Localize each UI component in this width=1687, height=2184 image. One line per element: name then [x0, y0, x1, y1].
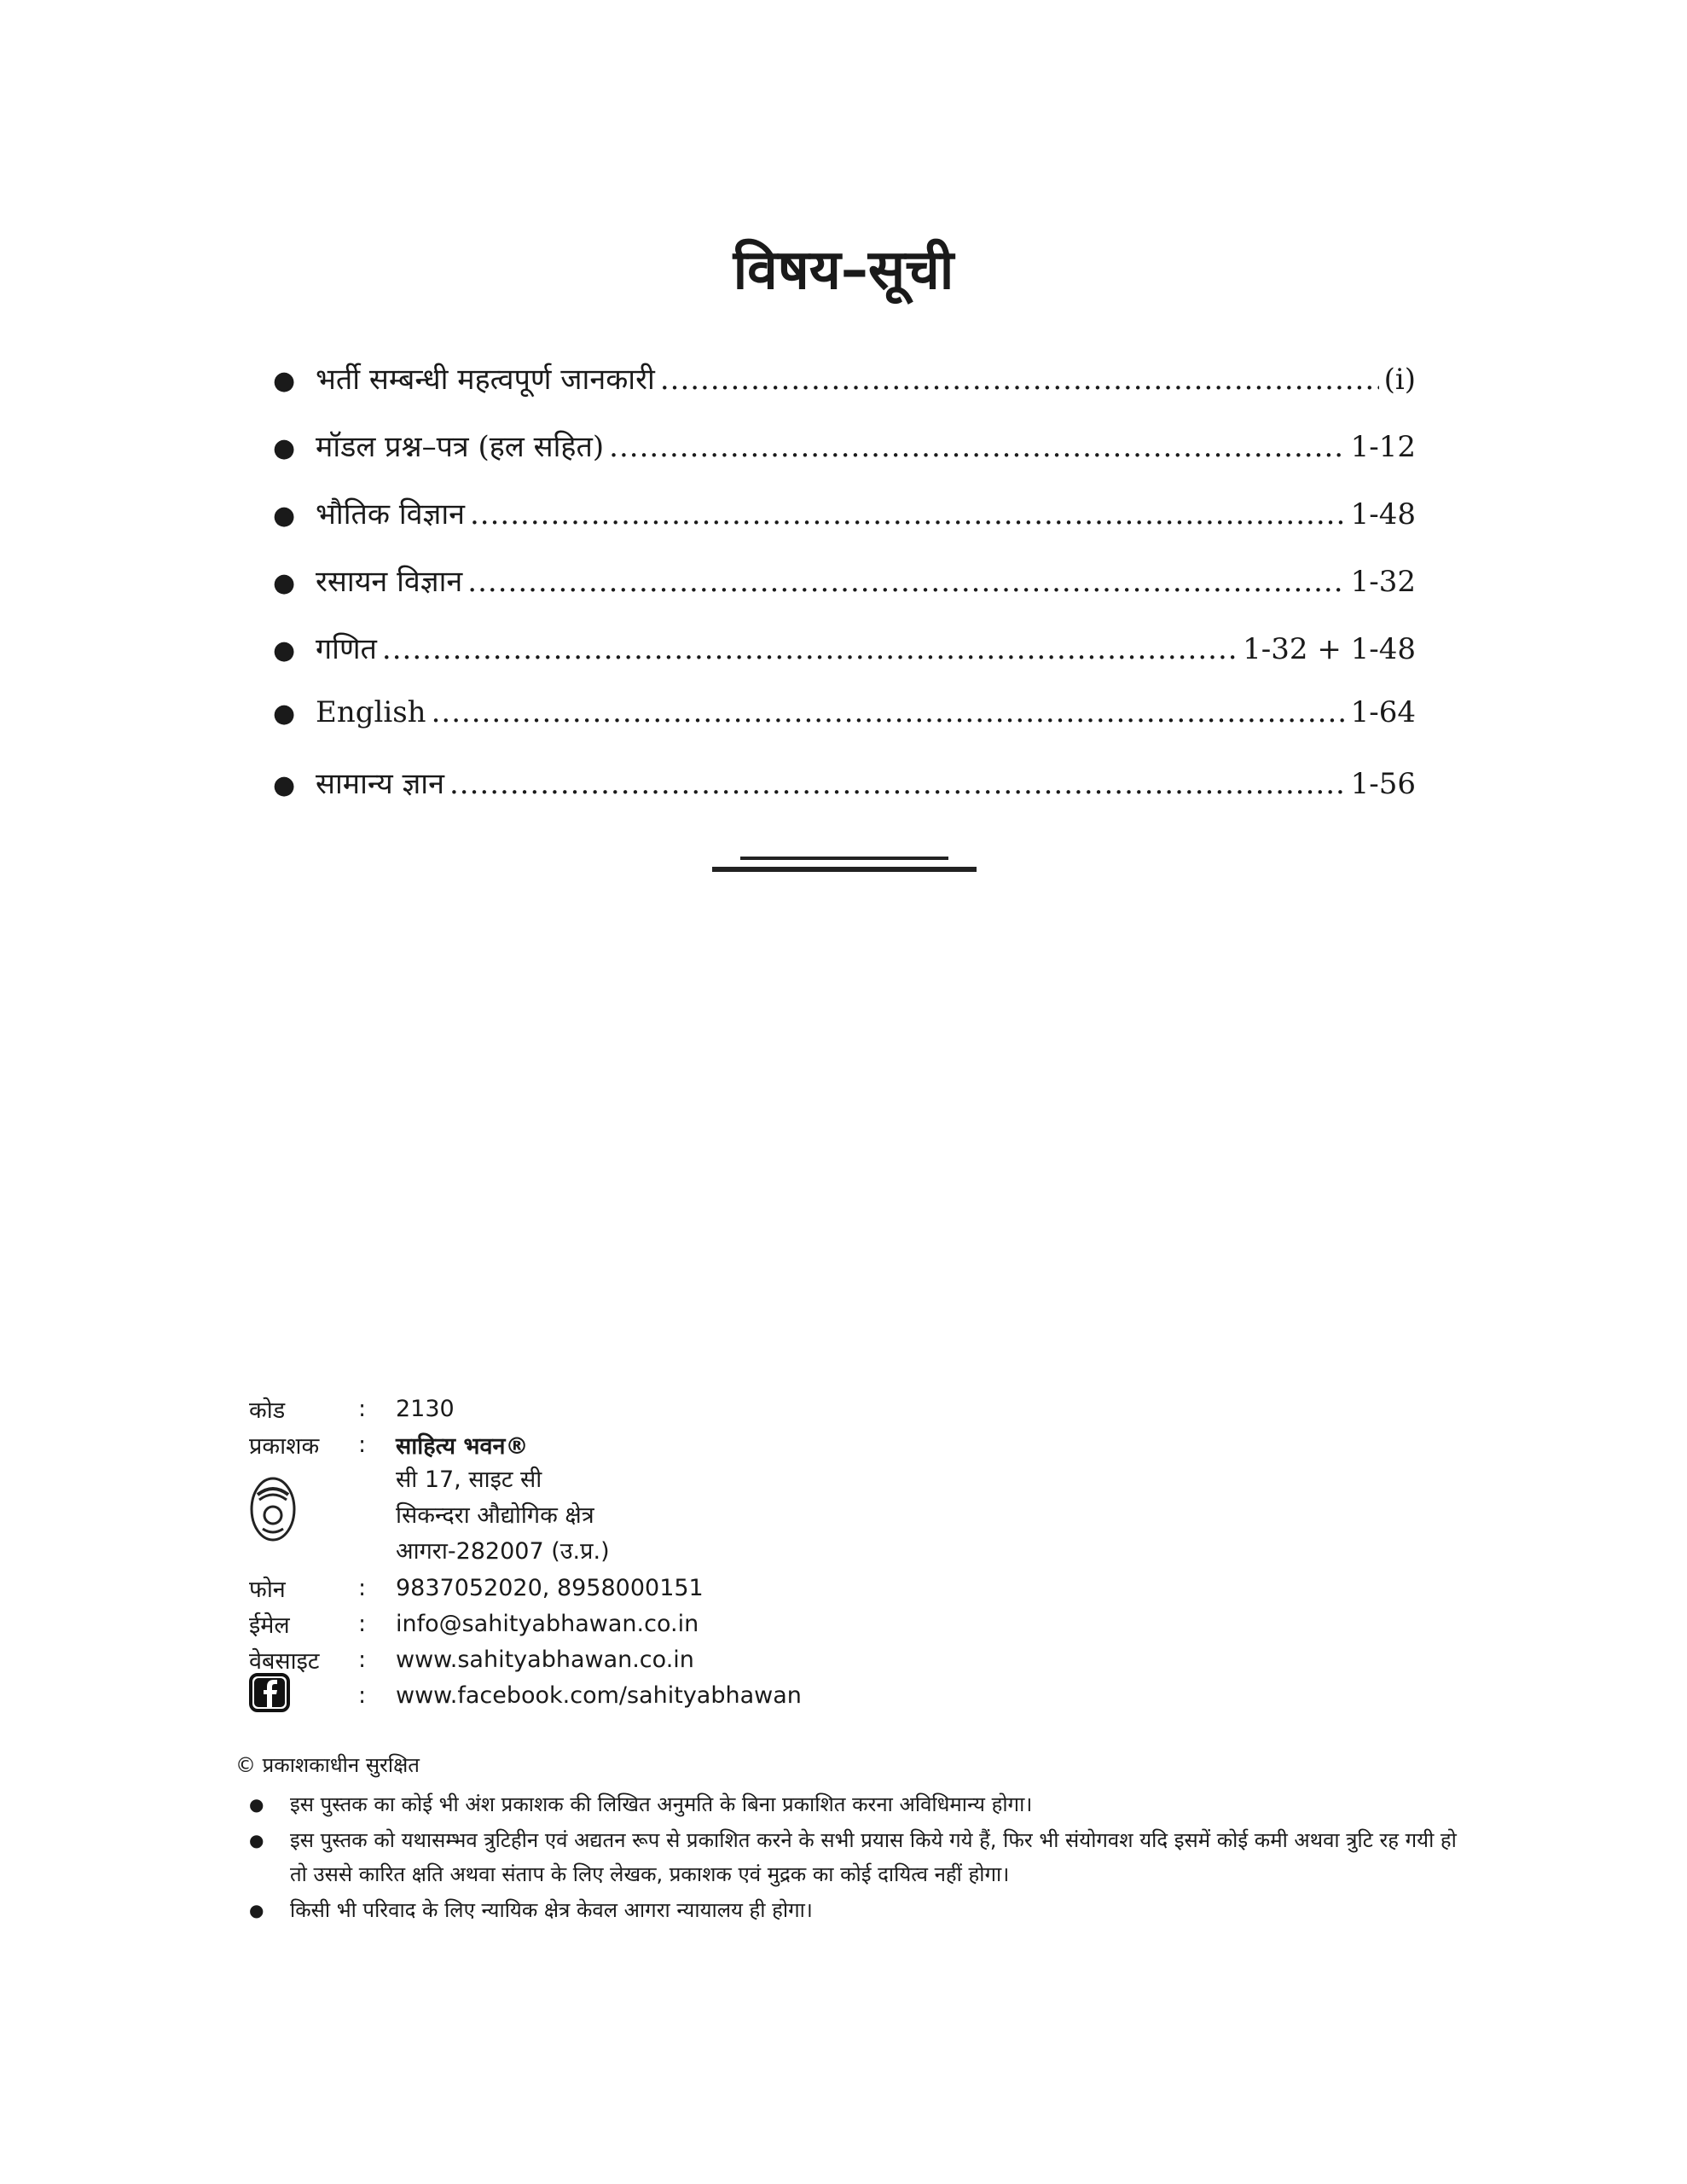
- website-row: [249, 1641, 1528, 1677]
- legal-note-text: इस पुस्तक को यथासम्भव त्रुटिहीन एवं अद्यतन रूप से प्रकाशित करने के सभी प्रयास किये गये हैं, फिर भी संयोगवश यदि इसमें कोई कमी अथवा त्रुटि रह गयी हो तो उससे कारित क्षति अथवा संताप के लिए लेखक, प्रकाशक एवं मुद्रक का कोई दायित्व नहीं होगा।: [290, 1828, 1457, 1886]
- separator: :: [358, 1610, 367, 1637]
- page-title: विषय–सूची: [733, 239, 954, 302]
- toc-leader-dots: [660, 363, 1379, 397]
- facebook-row: [249, 1677, 1528, 1713]
- table-of-contents: [273, 358, 1416, 830]
- toc-leader-dots: [432, 695, 1346, 729]
- separator: :: [358, 1395, 367, 1422]
- publisher-label: प्रकाशक: [249, 1432, 320, 1460]
- phone-row: [249, 1570, 1528, 1606]
- legal-note: [249, 1823, 1460, 1891]
- facebook-icon-wrap: [249, 1673, 358, 1718]
- email-row: [249, 1606, 1528, 1641]
- toc-leader-dots: [467, 565, 1345, 599]
- email-value: info@sahityabhawan.co.in: [396, 1610, 699, 1637]
- toc-entry-label: गणित: [316, 632, 377, 666]
- toc-entry-page: 1-56: [1350, 767, 1416, 801]
- bullet-icon: ●: [273, 501, 296, 531]
- code-row: [249, 1391, 1528, 1426]
- publisher-name: साहित्य भवन®: [396, 1432, 529, 1460]
- address-line: सी 17, साइट सी: [396, 1467, 542, 1493]
- legal-note-text: इस पुस्तक का कोई भी अंश प्रकाशक की लिखित अनुमति के बिना प्रकाशित करना अविधिमान्य होगा।: [290, 1792, 1033, 1816]
- email-label: ईमेल: [249, 1612, 290, 1639]
- toc-entry: [273, 493, 1416, 561]
- publisher-logo-icon: [249, 1476, 297, 1542]
- bullet-icon: ●: [273, 636, 296, 665]
- toc-entry-page: (i): [1383, 363, 1416, 397]
- toc-entry-label: English: [316, 695, 426, 729]
- toc-entry: [273, 695, 1416, 763]
- separator: :: [358, 1574, 367, 1601]
- toc-entry-label: रसायन विज्ञान: [316, 565, 463, 599]
- bullet-icon: ●: [249, 1900, 264, 1920]
- toc-entry: [273, 628, 1416, 695]
- legal-notes: [249, 1787, 1460, 1929]
- toc-entry-label: मॉडल प्रश्न–पत्र (हल सहित): [316, 430, 605, 464]
- address-line: सिकन्दरा औद्योगिक क्षेत्र: [396, 1502, 594, 1529]
- separator: :: [358, 1682, 367, 1709]
- toc-entry-page: 1-32 + 1-48: [1243, 632, 1416, 666]
- toc-leader-dots: [449, 767, 1346, 801]
- section-divider-short: [740, 857, 948, 860]
- toc-entry-page: 1-12: [1350, 430, 1416, 464]
- bullet-icon: ●: [273, 568, 296, 598]
- bullet-icon: ●: [249, 1794, 264, 1815]
- toc-entry-page: 1-32: [1350, 565, 1416, 599]
- copyright-heading: © प्रकाशकाधीन सुरक्षित: [235, 1753, 420, 1777]
- publisher-row: [249, 1426, 1528, 1462]
- toc-entry-label: सामान्य ज्ञान: [316, 767, 444, 801]
- toc-entry: [273, 763, 1416, 830]
- bullet-icon: ●: [249, 1830, 264, 1850]
- toc-entry-page: 1-48: [1350, 497, 1416, 531]
- legal-note-text: किसी भी परिवाद के लिए न्यायिक क्षेत्र केवल आगरा न्यायालय ही होगा।: [290, 1898, 813, 1922]
- bullet-icon: ●: [273, 770, 296, 800]
- toc-entry: [273, 358, 1416, 426]
- toc-leader-dots: [609, 430, 1345, 464]
- toc-leader-dots: [382, 632, 1238, 666]
- separator: :: [358, 1431, 367, 1458]
- phone-label: फोन: [249, 1576, 286, 1603]
- publisher-address: [396, 1462, 1528, 1570]
- address-line: आगरा-282007 (उ.प्र.): [396, 1538, 610, 1565]
- toc-entry-label: भर्ती सम्बन्धी महत्वपूर्ण जानकारी: [316, 363, 655, 397]
- toc-leader-dots: [470, 497, 1346, 531]
- section-divider-long: [712, 867, 977, 872]
- website-value: www.sahityabhawan.co.in: [396, 1646, 694, 1673]
- bullet-icon: ●: [273, 699, 296, 729]
- legal-note: [249, 1787, 1460, 1821]
- legal-note: [249, 1893, 1460, 1927]
- code-value: 2130: [396, 1395, 455, 1422]
- bullet-icon: ●: [273, 366, 296, 396]
- phone-value: 9837052020, 8958000151: [396, 1574, 704, 1601]
- imprint-block: [249, 1391, 1528, 1713]
- bullet-icon: ●: [273, 433, 296, 463]
- facebook-value: www.facebook.com/sahityabhawan: [396, 1682, 802, 1709]
- toc-entry-page: 1-64: [1350, 695, 1416, 729]
- website-label: वेबसाइट: [249, 1647, 320, 1675]
- facebook-icon: [249, 1673, 290, 1712]
- toc-entry: [273, 561, 1416, 628]
- toc-entry-label: भौतिक विज्ञान: [316, 497, 465, 531]
- code-label: कोड: [249, 1397, 286, 1424]
- separator: :: [358, 1646, 367, 1673]
- toc-entry: [273, 426, 1416, 493]
